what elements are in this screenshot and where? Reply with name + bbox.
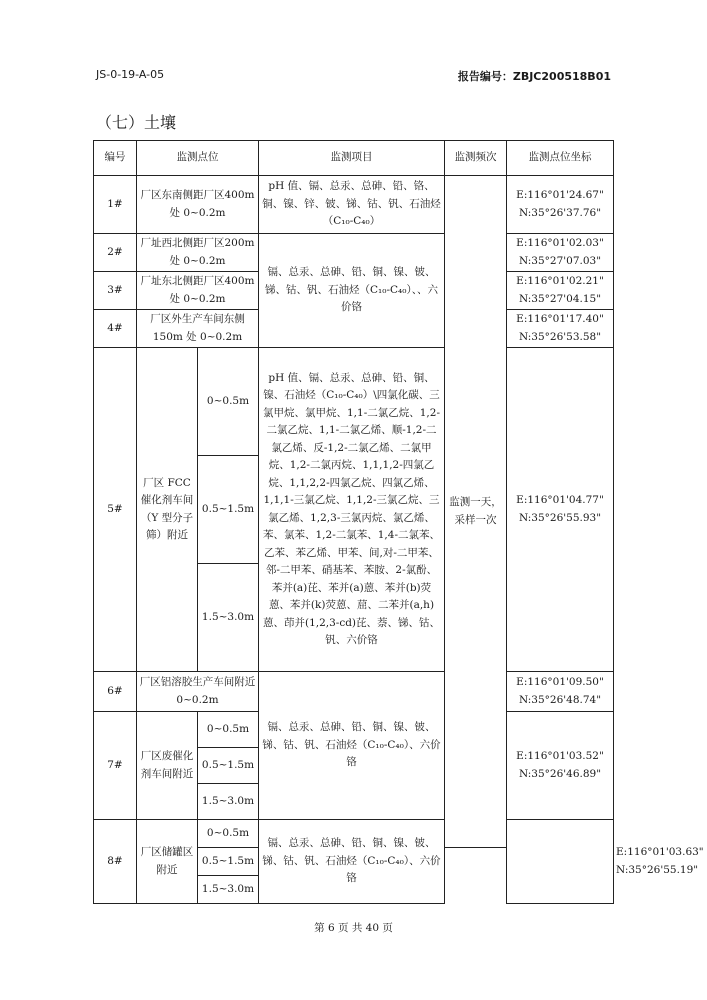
row-depth: 1.5~3.0m bbox=[198, 784, 259, 820]
coord-e: E:116°01'03.52" bbox=[516, 750, 604, 762]
row-id: 7# bbox=[94, 712, 137, 820]
row-depth: 1.5~3.0m bbox=[198, 564, 259, 672]
table-row bbox=[94, 348, 614, 456]
row-location: 厂址东北侧距厂区400m 处 0~0.2m bbox=[137, 272, 259, 310]
table-row bbox=[94, 234, 614, 272]
coord-e: E:116°01'02.03" bbox=[516, 237, 604, 249]
frequency-cell-blank bbox=[507, 820, 614, 904]
coord-e: E:116°01'17.40" bbox=[516, 313, 604, 325]
frequency-cell: 监测一天，采样一次 bbox=[445, 176, 507, 848]
coord-n: N:35°26'48.74" bbox=[518, 693, 602, 706]
row-coords bbox=[507, 176, 614, 234]
coord-e: E:116°01'24.67" bbox=[516, 189, 604, 201]
row-coords bbox=[507, 672, 614, 712]
row-depth: 0.5~1.5m bbox=[198, 748, 259, 784]
row-items: 镉、总汞、总砷、铅、铜、镍、铍、锑、钴、钒、石油烃（C₁₀-C₄₀）、、六价铬 bbox=[259, 234, 445, 348]
coord-n: N:35°26'37.76" bbox=[518, 206, 602, 219]
row-coords bbox=[507, 310, 614, 348]
row-depth: 1.5~3.0m bbox=[198, 876, 259, 904]
row-id: 2# bbox=[94, 234, 137, 272]
soil-monitoring-table bbox=[93, 140, 704, 904]
coord-n: N:35°26'53.58" bbox=[518, 330, 602, 343]
section-title: （七）土壤 bbox=[96, 113, 177, 132]
coord-n: N:35°26'46.89" bbox=[518, 767, 602, 780]
row-depth: 0.5~1.5m bbox=[198, 848, 259, 876]
row-items: 镉、总汞、总砷、铅、铜、镍、铍、锑、钴、钒、石油烃（C₁₀-C₄₀）、六价铬 bbox=[259, 672, 445, 820]
row-location: 厂区 FCC 催化剂车间（Y 型分子筛）附近 bbox=[137, 348, 198, 672]
row-id: 6# bbox=[94, 672, 137, 712]
row-items: pH 值、镉、总汞、总砷、铅、铬、铜、镍、锌、铍、锑、钴、钒、石油烃（C₁₀-C₄₀） bbox=[259, 176, 445, 234]
row-id: 3# bbox=[94, 272, 137, 310]
row-depth: 0~0.5m bbox=[198, 820, 259, 848]
row-depth: 0.5~1.5m bbox=[198, 456, 259, 564]
table-row bbox=[94, 820, 614, 848]
table-row bbox=[94, 672, 614, 712]
row-location: 厂区铝溶胶生产车间附近 0~0.2m bbox=[137, 672, 259, 712]
report-number: 报告编号：ZBJC200518B01 bbox=[457, 70, 611, 83]
row-depth: 0~0.5m bbox=[198, 712, 259, 748]
coord-e: E:116°01'03.63" bbox=[616, 846, 704, 858]
coord-n: N:35°27'07.03" bbox=[518, 254, 602, 267]
row-location: 厂区外生产车间东侧150m 处 0~0.2m bbox=[137, 310, 259, 348]
page-footer: 第 6 页 共 40 页 bbox=[314, 922, 393, 934]
row-coords bbox=[507, 348, 614, 672]
coord-n: N:35°26'55.93" bbox=[518, 511, 602, 524]
coord-e: E:116°01'02.21" bbox=[516, 275, 604, 287]
row-items: 镉、总汞、总砷、铅、铜、镍、铍、锑、钴、钒、石油烃（C₁₀-C₄₀）、六价铬 bbox=[259, 820, 445, 904]
row-coords bbox=[507, 712, 614, 820]
row-location: 厂区东南侧距厂区400m 处 0~0.2m bbox=[137, 176, 259, 234]
row-id: 4# bbox=[94, 310, 137, 348]
col-header-items: 监测项目 bbox=[259, 141, 445, 176]
coord-n: N:35°27'04.15" bbox=[518, 292, 602, 305]
row-location: 厂区储罐区附近 bbox=[137, 820, 198, 904]
coord-n: N:35°26'55.19" bbox=[616, 863, 699, 876]
col-header-id: 编号 bbox=[94, 141, 137, 176]
table-row bbox=[94, 176, 614, 234]
row-location: 厂址西北侧距厂区200m 处 0~0.2m bbox=[137, 234, 259, 272]
table-header-row bbox=[94, 141, 614, 176]
coord-e: E:116°01'09.50" bbox=[516, 676, 604, 688]
col-header-location: 监测点位 bbox=[137, 141, 259, 176]
row-id: 1# bbox=[94, 176, 137, 234]
col-header-coords: 监测点位坐标 bbox=[507, 141, 614, 176]
row-coords bbox=[507, 234, 614, 272]
row-coords bbox=[507, 272, 614, 310]
coord-e: E:116°01'04.77" bbox=[516, 494, 604, 506]
document-code: JS-0-19-A-05 bbox=[96, 68, 165, 81]
col-header-frequency: 监测频次 bbox=[445, 141, 507, 176]
row-depth: 0~0.5m bbox=[198, 348, 259, 456]
row-id: 5# bbox=[94, 348, 137, 672]
row-location: 厂区废催化剂车间附近 bbox=[137, 712, 198, 820]
row-items: pH 值、镉、总汞、总砷、铅、铜、镍、石油烃（C₁₀-C₄₀）\四氯化碳、三氯甲烷、氯甲烷、1,1-二氯乙烷、1,2-二氯乙烷、1,1-二氯乙烯、顺-1,2-二氯乙烯、反-1,2-二氯乙烯、二氯甲烷、1,2-二氯丙烷、1,1,1,2-四氯乙烷、1,1,2,2-四氯乙烷、四氯乙烯、1,1,1-三氯乙烷、1,1,2-三氯乙烷、三氯乙烯、1,2,3-三氯丙烷、氯乙烯、苯、氯苯、1,2-二氯苯、1,4-二氯苯、乙苯、苯乙烯、甲苯、间,对-二甲苯、邻-二甲苯、硝基苯、苯胺、2-氯酚、苯并(a)芘、苯并(a)蒽、苯并(b)荧蒽、苯并(k)荧蒽、䓛、二苯并(a,h)蒽、茚并(1,2,3-cd)芘、萘、锑、钴、钒、六价铬 bbox=[259, 348, 445, 672]
row-id: 8# bbox=[94, 820, 137, 904]
